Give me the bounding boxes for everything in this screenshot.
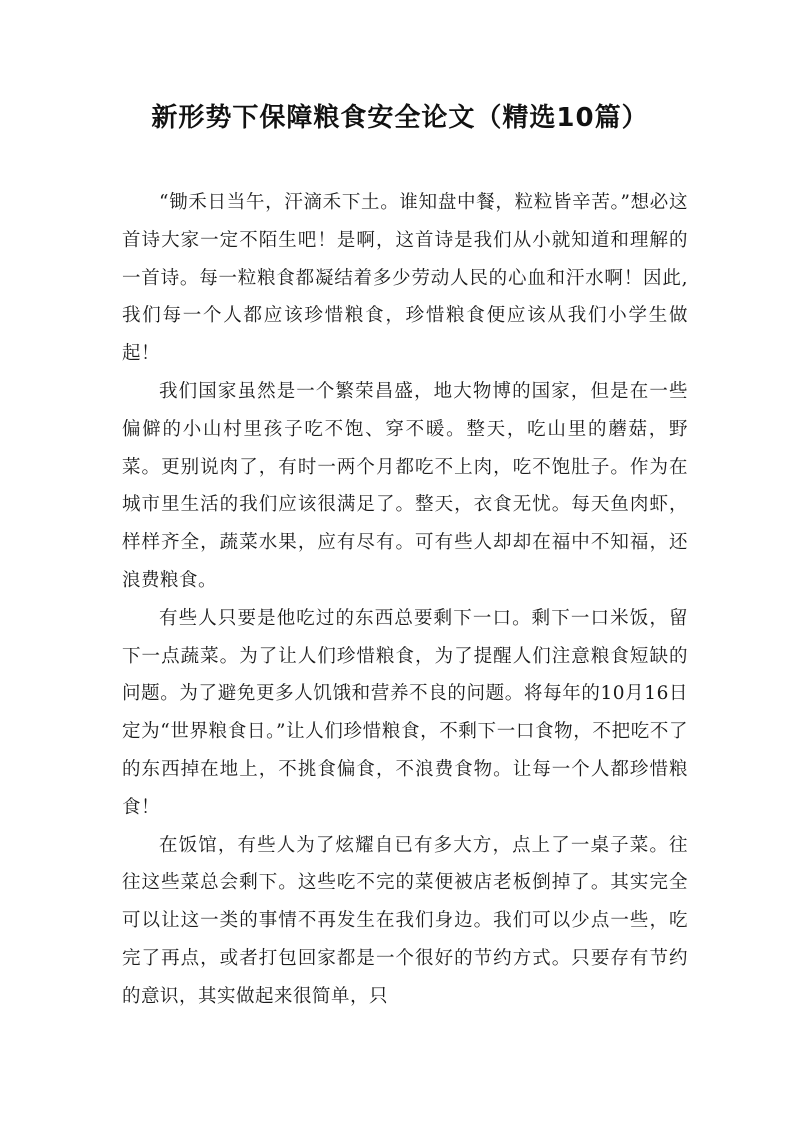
paragraph-1: “锄禾日当午，汗滴禾下土。谁知盘中餐，粒粒皆辛苦。”想必这首诗大家一定不陌生吧！是啊，这首诗是我们从小就知道和理解的一首诗。每一粒粮食都凝结着多少劳动人民的心血和汗水啊！因此,我们每一个人都应该珍惜粮食，珍惜粮食便应该从我们小学生做起！ — [122, 192, 688, 365]
document-title: 新形势下保障粮食安全论文（精选10篇） — [151, 103, 649, 133]
paragraph-3: 有些人只要是他吃过的东西总要剩下一口。剩下一口米饭，留下一点蔬菜。为了让人们珍惜粮食，为了提醒人们注意粮食短缺的问题。为了避免更多人饥饿和营养不良的问题。将每年的10月16日定为“世界粮食日。”让人们珍惜粮食，不剩下一口食物，不把吃不了的东西掉在地上，不挑食偏食，不浪费食物。让每一个人都珍惜粮食！ — [122, 607, 688, 818]
paragraph-4: 在饭馆，有些人为了炫耀自已有多大方，点上了一桌子菜。往往这些菜总会剩下。这些吃不完的菜便被店老板倒掉了。其实完全可以让这一类的事情不再发生在我们身边。我们可以少点一些，吃完了再点，或者打包回家都是一个很好的节约方式。只要存有节约的意识，其实做起来很简单，只 — [122, 834, 688, 1007]
document-body — [122, 184, 688, 1016]
paragraph-2: 我们国家虽然是一个繁荣昌盛，地大物博的国家，但是在一些偏僻的小山村里孩子吃不饱、穿不暖。整天，吃山里的蘑菇，野菜。更别说肉了，有时一两个月都吃不上肉，吃不饱肚子。作为在城市里生活的我们应该很满足了。整天，衣食无忧。每天鱼肉虾，样样齐全，蔬菜水果，应有尽有。可有些人却却在福中不知福，还浪费粮食。 — [122, 380, 688, 591]
